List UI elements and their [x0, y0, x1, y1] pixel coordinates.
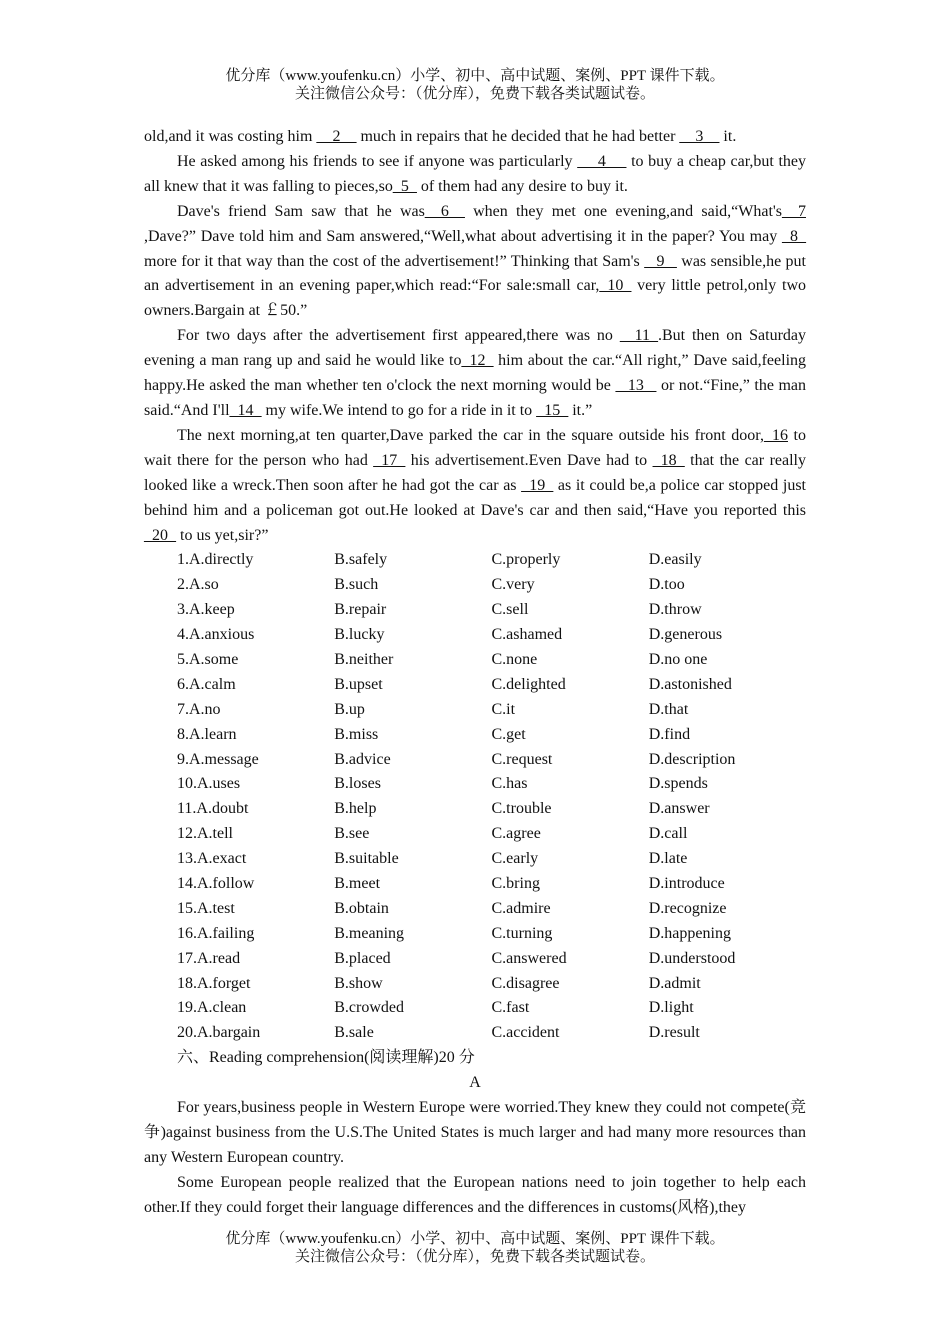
blank-3: __3__	[679, 128, 720, 145]
passage-paragraph-1: old,and it was costing him __2__ much in repairs that he decided that he had better __3__ it.	[144, 128, 737, 145]
passage-paragraph-2: He asked among his friends to see if anyone was particularly __4__ to buy a cheap car,but they all knew that it was falling to pieces,so_5_ of them had any desire to buy it.	[144, 152, 807, 195]
option-row: 6.A.calm B.upset C.delighted D.astonished	[177, 675, 732, 693]
blank-20: _20_	[144, 526, 176, 544]
blank-5: _5_	[392, 177, 417, 195]
footer-line-1: 优分库（www.youfenku.cn）小学、初中、高中试题、案例、PPT 课件下载。	[225, 1231, 725, 1247]
document-body	[144, 125, 806, 1221]
passage-paragraph-4: For two days after the advertisement first appeared,there was no _11_.But then on Saturday evening a man rang up and said he would like to_12_ him about the car.“All right,” Dave said,feeling happy.He asked the man whether ten o'clock the next morning would be _13_ or not.“Fine,” the man said.“And I'll_14_ my wife.We intend to go for a ride in it to _15_ it.”	[144, 327, 807, 419]
header-line-2: 关注微信公众号：（优分库），免费下载各类试题试卷。	[294, 86, 655, 102]
options-list	[144, 548, 806, 1046]
reading-paragraph-2: Some European people realized that the European nations need to join together to help each other.If they could forget their language differences and the differences in customs(风格),they	[144, 1173, 806, 1216]
blank-10: _10_	[599, 277, 632, 295]
passage-paragraph-5: The next morning,at ten quarter,Dave parked the car in the square outside his front door,_16 to wait there for the person who had _17_ his advertisement.Even Dave had to _18_ that the car really looked like a wreck.Then soon after he had got the car as _19_ as it could be,a police car stopped just behind him and a policeman got out.He looked at Dave's car and then said,“Have you reported this _20_ to us yet,sir?”	[144, 426, 807, 544]
blank-4: __4__	[577, 152, 627, 170]
blank-14: _14_	[229, 401, 262, 419]
option-row: 1.A.directly B.safely C.properly D.easily	[177, 551, 702, 569]
blank-7: __7	[782, 202, 806, 220]
blank-18: _18_	[652, 451, 685, 469]
option-row: 13.A.exact B.suitable C.early D.late	[177, 850, 688, 868]
option-row: 19.A.clean B.crowded C.fast D.light	[177, 999, 694, 1017]
option-row: 10.A.uses B.loses C.has D.spends	[177, 775, 708, 793]
option-row: 17.A.read B.placed C.answered D.understood	[177, 949, 736, 967]
blank-8: _8_	[782, 227, 806, 245]
passage-paragraph-3: Dave's friend Sam saw that he was__6__ when they met one evening,and said,“What's__7 ,Dave?” Dave told him and Sam answered,“Well,what about advertising it in the paper? You may _8_ more for it that way than the cost of the advertisement!” Thinking that Sam's _9_ was sensible,he put an advertisement in an evening paper,which read:“For sale:small car,_10_ very little petrol,only two owners.Bargain at ￡50.”	[144, 202, 807, 320]
option-row: 16.A.failing B.meaning C.turning D.happening	[177, 924, 731, 942]
option-row: 2.A.so B.such C.very D.too	[177, 576, 685, 594]
blank-2: __2__	[316, 128, 357, 145]
blank-16: _16	[763, 426, 788, 444]
section-heading: 六、Reading comprehension(阅读理解)20 分	[177, 1049, 475, 1067]
blank-13: _13_	[615, 377, 657, 395]
option-row: 9.A.message B.advice C.request D.description	[177, 750, 736, 768]
page-footer	[0, 1230, 950, 1266]
option-row: 5.A.some B.neither C.none D.no one	[177, 650, 708, 668]
option-row: 4.A.anxious B.lucky C.ashamed D.generous	[177, 626, 723, 644]
option-row: 14.A.follow B.meet C.bring D.introduce	[177, 874, 725, 892]
option-row: 11.A.doubt B.help C.trouble D.answer	[177, 800, 710, 818]
option-row: 8.A.learn B.miss C.get D.find	[177, 725, 691, 743]
blank-19: _19_	[521, 476, 554, 494]
blank-15: _15_	[536, 401, 569, 419]
blank-9: _9_	[644, 252, 677, 270]
option-row: 18.A.forget B.show C.disagree D.admit	[177, 974, 701, 992]
reading-paragraph-1: For years,business people in Western Europe were worried.They knew they could not compete(竞争)against business from the U.S.The United States is much larger and had many more resources than any Western European country.	[144, 1099, 806, 1166]
footer-line-2: 关注微信公众号：（优分库），免费下载各类试题试卷。	[294, 1249, 655, 1265]
header-line-1: 优分库（www.youfenku.cn）小学、初中、高中试题、案例、PPT 课件下载。	[225, 68, 725, 84]
blank-11: _11_	[619, 327, 658, 345]
blank-12: _12_	[461, 352, 494, 370]
section-part-label: A	[469, 1074, 481, 1092]
blank-17: _17_	[373, 451, 406, 469]
option-row: 7.A.no B.up C.it D.that	[177, 700, 689, 718]
option-row: 12.A.tell B.see C.agree D.call	[177, 825, 688, 843]
page-header	[0, 67, 950, 103]
option-row: 20.A.bargain B.sale C.accident D.result	[177, 1024, 700, 1042]
blank-6: __6__	[424, 202, 465, 220]
option-row: 15.A.test B.obtain C.admire D.recognize	[177, 899, 727, 917]
option-row: 3.A.keep B.repair C.sell D.throw	[177, 601, 702, 619]
